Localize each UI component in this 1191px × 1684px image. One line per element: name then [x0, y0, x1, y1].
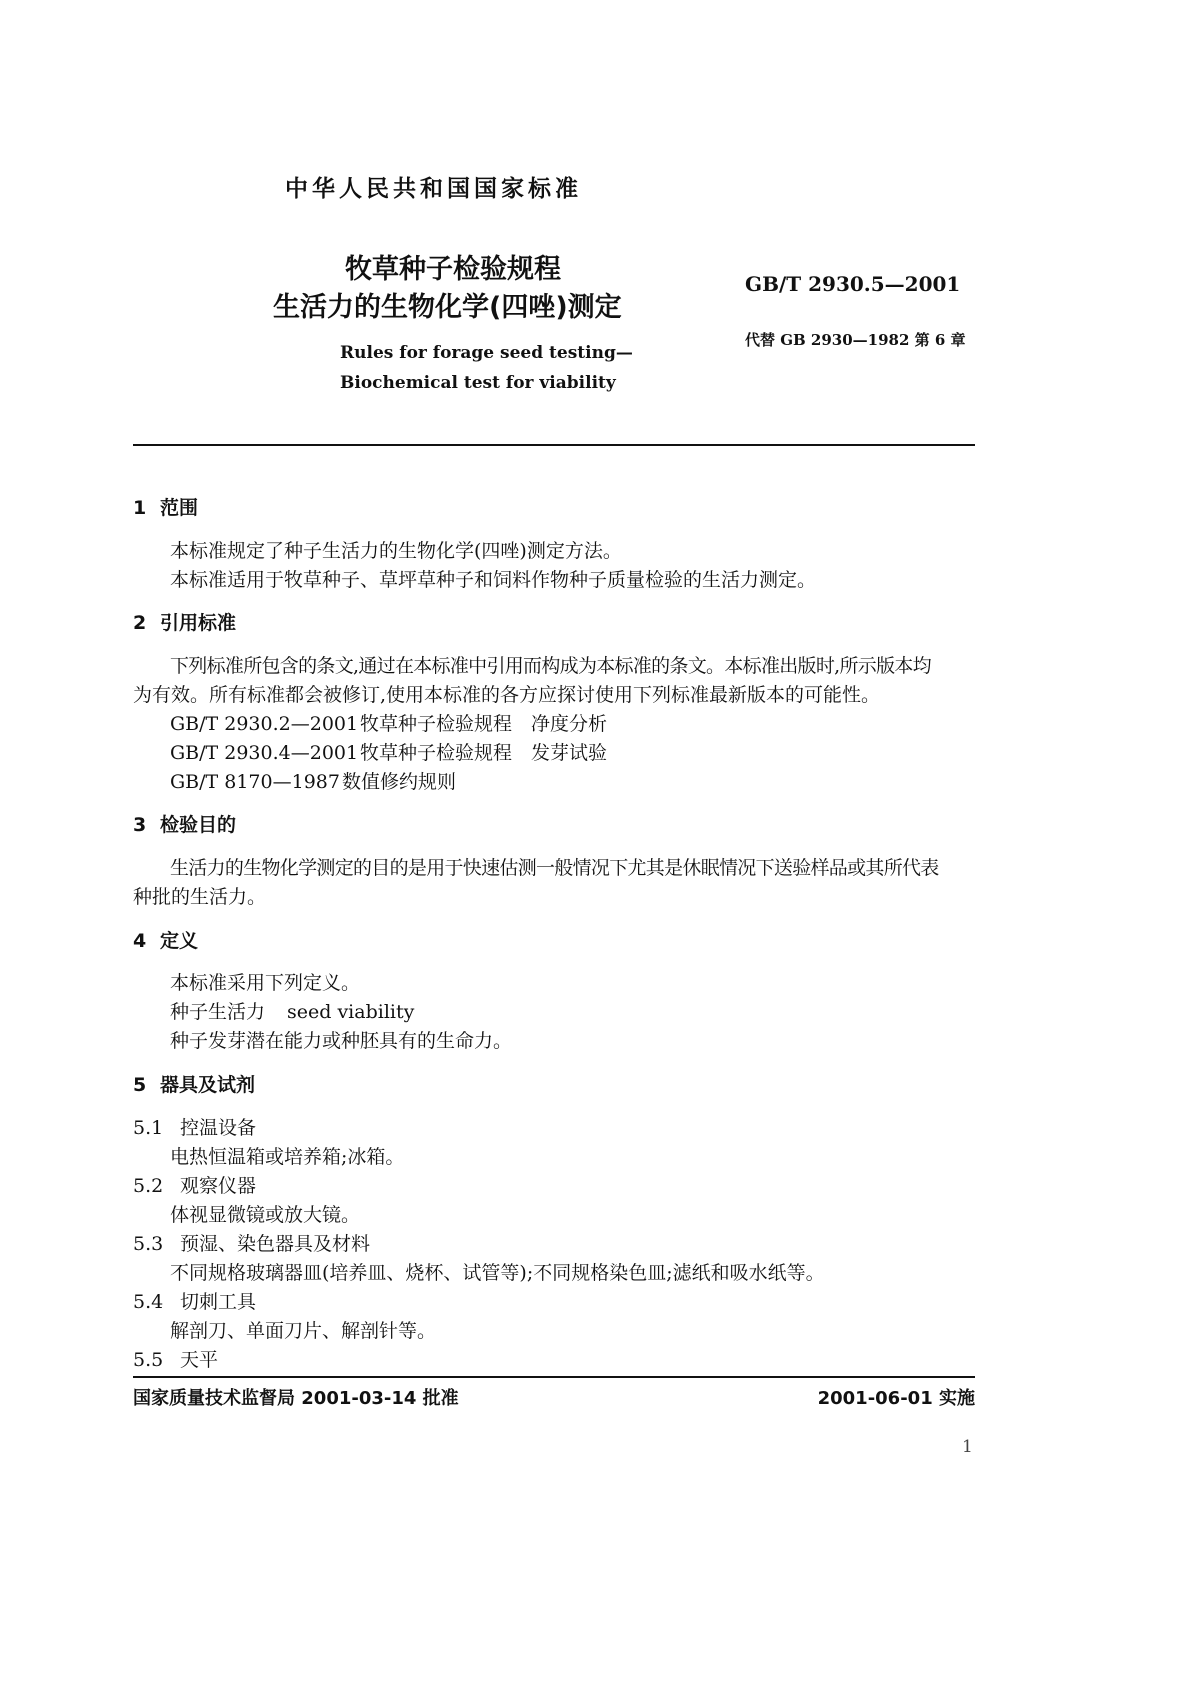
section-2-number: 2 [133, 612, 147, 634]
section-4-heading: 定义 [160, 930, 199, 952]
section-3-paragraph: 种批的生活力。 [133, 886, 267, 908]
subsection-title: 切刺工具 [180, 1291, 257, 1313]
subsection-title: 观察仪器 [180, 1175, 257, 1197]
subsection-title: 控温设备 [180, 1117, 257, 1139]
reference-title: 牧草种子检验规程 发芽试验 [360, 742, 608, 764]
subsection-number: 5.1 [133, 1117, 164, 1139]
subsection-number: 5.5 [133, 1349, 164, 1371]
definition-term-en: seed viability [287, 1001, 415, 1023]
reference-code: GB/T 8170—1987 [170, 771, 340, 793]
subsection-text: 电热恒温箱或培养箱;冰箱。 [170, 1146, 405, 1168]
english-title-line1: Rules for forage seed testing— [340, 343, 633, 363]
section-1-paragraph: 本标准规定了种子生活力的生物化学(四唑)测定方法。 [170, 540, 622, 562]
footer-divider [133, 1376, 975, 1378]
section-3-number: 3 [133, 814, 147, 836]
section-2-heading: 引用标准 [160, 612, 237, 634]
document-title-line2: 生活力的生物化学(四唑)测定 [273, 292, 622, 323]
page-number: 1 [962, 1437, 973, 1457]
reference-code: GB/T 2930.4—2001 [170, 742, 359, 764]
reference-title: 牧草种子检验规程 净度分析 [360, 713, 608, 735]
definition-term-cn: 种子生活力 [170, 1001, 266, 1023]
section-5-heading: 器具及试剂 [160, 1074, 256, 1096]
national-standard-title: 中华人民共和国国家标准 [285, 176, 582, 202]
section-1-paragraph: 本标准适用于牧草种子、草坪草种子和饲料作物种子质量检验的生活力测定。 [170, 569, 817, 591]
subsection-title: 预湿、染色器具及材料 [180, 1233, 371, 1255]
subsection-text: 体视显微镜或放大镜。 [170, 1204, 361, 1226]
subsection-title: 天平 [180, 1349, 219, 1371]
approval-statement: 国家质量技术监督局 2001-03-14 批准 [133, 1388, 459, 1409]
section-2-paragraph: 为有效。所有标准都会被修订,使用本标准的各方应探讨使用下列标准最新版本的可能性。 [133, 684, 881, 706]
section-5-number: 5 [133, 1074, 147, 1096]
document-title-line1: 牧草种子检验规程 [345, 254, 561, 285]
section-1-heading: 范围 [160, 497, 199, 519]
section-2-paragraph: 下列标准所包含的条文,通过在本标准中引用而构成为本标准的条文。本标准出版时,所示版本均 [170, 655, 931, 677]
reference-code: GB/T 2930.2—2001 [170, 713, 359, 735]
replaces-note: 代替 GB 2930—1982 第 6 章 [745, 331, 966, 349]
standard-code: GB/T 2930.5—2001 [745, 272, 961, 296]
section-1-number: 1 [133, 497, 147, 519]
section-3-heading: 检验目的 [160, 814, 237, 836]
section-3-paragraph: 生活力的生物化学测定的目的是用于快速估测一般情况下尤其是休眠情况下送验样品或其所代表 [170, 857, 939, 879]
implementation-statement: 2001-06-01 实施 [817, 1388, 975, 1409]
header-divider [133, 444, 975, 446]
subsection-number: 5.3 [133, 1233, 164, 1255]
subsection-number: 5.2 [133, 1175, 164, 1197]
english-title-line2: Biochemical test for viability [340, 373, 616, 393]
definition-text: 种子发芽潜在能力或种胚具有的生命力。 [170, 1030, 513, 1052]
subsection-number: 5.4 [133, 1291, 164, 1313]
reference-title: 数值修约规则 [342, 771, 457, 793]
section-4-number: 4 [133, 930, 147, 952]
section-4-paragraph: 本标准采用下列定义。 [170, 972, 361, 994]
subsection-text: 解剖刀、单面刀片、解剖针等。 [170, 1320, 437, 1342]
subsection-text: 不同规格玻璃器皿(培养皿、烧杯、试管等);不同规格染色皿;滤纸和吸水纸等。 [170, 1262, 825, 1284]
